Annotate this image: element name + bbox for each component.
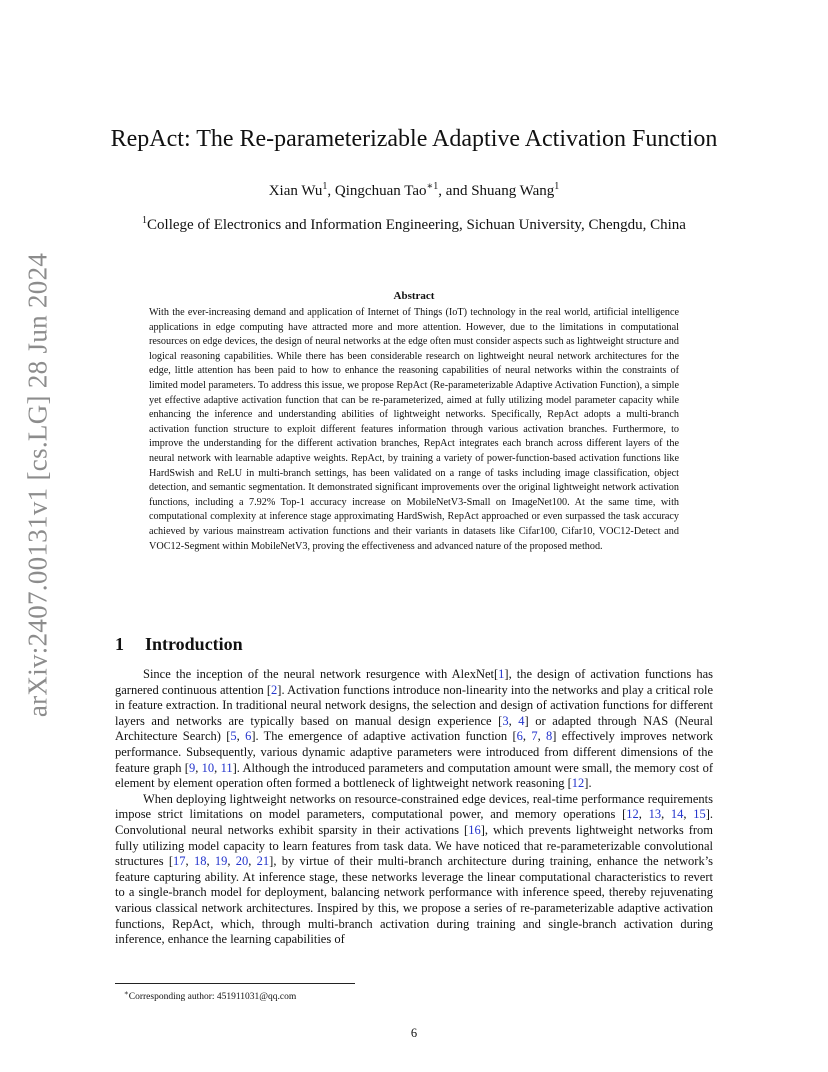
citation-link[interactable]: 10 bbox=[201, 760, 215, 775]
paragraph-text: , bbox=[195, 760, 202, 775]
section-title: Introduction bbox=[145, 634, 243, 654]
page-number: 6 bbox=[410, 1026, 418, 1040]
citation-link[interactable]: 16 bbox=[468, 822, 481, 837]
paper-title: RepAct: The Re-parameterizable Adaptive Activation Function bbox=[110, 126, 718, 152]
author-name: Shuang Wang bbox=[471, 183, 555, 199]
author-list bbox=[0, 177, 828, 201]
paragraph bbox=[115, 792, 713, 948]
arxiv-stamp bbox=[18, 252, 58, 718]
citation-link[interactable]: 3 bbox=[502, 713, 509, 728]
paragraph-text: ]. bbox=[584, 776, 592, 791]
citation-link[interactable]: 8 bbox=[545, 729, 553, 744]
abstract-text: With the ever-increasing demand and application of Internet of Things (IoT) technology in the real world, artificial intelligence applications in edge computing have attracted more and more attention. However, due to the limitations in computational resources on edge devices, the design of neural networks at the edge often must consider aspects such as lightweight structure and logical reasoning capabilities. While there has been considerable research on lightweight neural network architectures for the edge, little attention has been paid to how to enhance the reasoning capabilities of neural networks within the constraints of limited model parameters. To address this issue, we propose RepAct (Re-parameterizable Adaptive Activation Function), a simple yet effective adaptive activation function that can be re-parameterized, aimed at fully utilizing model parameter capacity while enhancing the inference and understanding abilities of lightweight networks. Specifically, RepAct adopts a multi-branch activation function structure to exploit different features information through various activation branches. Furthermore, to improve the understanding for the different activation branches, RepAct integrates each branch across different layers of the neural network with learnable adaptive weights. RepAct, by training a variety of power-function-based activation functions like HardSwish and ReLU in multi-branch settings, has been validated on a range of tasks including image classification, object detection, and semantic segmentation. It demonstrated significant improvements over the original lightweight network activation functions, including a 7.92% Top-1 accuracy increase on MobileNetV3-Small on ImageNet100. At the same time, with computational complexity at inference stage approximating HardSwish, RepAct approached or even surpassed the task accuracy achieved by various mainstream activation functions and their variants in datasets like Cifar100, Cifar10, VOC12-Detect and VOC12-Segment within MobileNetV3, proving the effectiveness and advanced nature of the proposed method. bbox=[149, 307, 679, 552]
citation-link[interactable]: 4 bbox=[518, 713, 525, 728]
paragraph-text: ], which prevents lightweight networks from fully utilizing model capacity to learn features from task data. We have noticed that re-parameterizable convolutional structures [ bbox=[115, 822, 713, 869]
paragraph-text: , bbox=[248, 854, 257, 869]
section-heading bbox=[115, 632, 243, 656]
paragraph-text: , bbox=[236, 729, 246, 744]
paragraph-text: ] effectively improves network performance. Subsequently, various dynamic adaptive parameters were introduced from different dimensions of the feature graph [ bbox=[115, 729, 713, 775]
author-name: Xian Wu bbox=[268, 183, 323, 199]
citation-link[interactable]: 14 bbox=[670, 807, 684, 822]
paragraph-text: , bbox=[522, 729, 532, 744]
paragraph-text: ]. The emergence of adaptive activation function [ bbox=[251, 729, 517, 744]
abstract-heading: Abstract bbox=[393, 290, 435, 302]
footnote-rule bbox=[115, 983, 355, 984]
citation-link[interactable]: 21 bbox=[256, 854, 270, 869]
citation-link[interactable]: 20 bbox=[235, 854, 249, 869]
citation-link[interactable]: 6 bbox=[245, 729, 252, 744]
paragraph-text: ], the design of activation functions has garnered continuous attention [ bbox=[115, 667, 713, 697]
citation-link[interactable]: 12 bbox=[571, 776, 585, 791]
paragraph-text: , bbox=[537, 729, 546, 744]
citation-link[interactable]: 11 bbox=[220, 760, 233, 775]
arxiv-id: arXiv:2407.00131v1 [cs.LG] 28 Jun 2024 bbox=[22, 252, 53, 718]
affiliation-text: College of Electronics and Information Engineering, Sichuan University, Chengdu, China bbox=[147, 217, 686, 233]
citation-link[interactable]: 6 bbox=[516, 729, 523, 744]
paragraph-text: When deploying lightweight networks on resource-constrained edge devices, real-time performance requirements impose strict limitations on model parameters, computational power, and memory operations [ bbox=[115, 791, 713, 822]
citation-link[interactable]: 2 bbox=[271, 682, 278, 697]
citation-link[interactable]: 15 bbox=[693, 807, 706, 822]
citation-link[interactable]: 18 bbox=[193, 854, 207, 869]
citation-link[interactable]: 5 bbox=[230, 729, 237, 744]
citation-link[interactable]: 1 bbox=[498, 667, 505, 681]
author-separator: , bbox=[327, 183, 335, 199]
author-sup: 1 bbox=[322, 181, 328, 192]
citation-link[interactable]: 7 bbox=[531, 729, 538, 744]
paragraph-text: , bbox=[185, 854, 194, 869]
paragraph-text: , bbox=[683, 807, 694, 822]
citation-link[interactable]: 13 bbox=[648, 807, 662, 822]
citation-link[interactable]: 17 bbox=[173, 854, 186, 869]
author-sup: ∗1 bbox=[426, 181, 439, 192]
paragraph-text: ] or adapted through NAS (Neural Architecture Search) [ bbox=[115, 713, 713, 744]
author-separator: , and bbox=[438, 183, 472, 199]
paragraph-text: ]. Convolutional neural networks exhibit sparsity in their activations [ bbox=[115, 807, 714, 837]
paragraph-text: , bbox=[227, 854, 236, 869]
paragraph-text: ], by virtue of their multi-branch architecture during training, enhance the network’s feature capturing ability. At inference stage, these networks leverage the linear computational characteristics to revert to a single-branch model for deployment, balancing network performance with inference speed, thereby rejuvenating various classical network architectures. Inspired by this, we propose a series of re-parameterizable adaptive activation functions, RepAct, which, through multi-branch activation during training and single-branch activation during inference, enhance the learning capabilities of bbox=[115, 854, 714, 947]
citation-link[interactable]: 12 bbox=[626, 807, 639, 822]
paragraph-text: Since the inception of the neural network resurgence with AlexNet[ bbox=[143, 667, 499, 681]
footnote-text: Corresponding author: 451911031@qq.com bbox=[128, 992, 297, 1003]
footnote-sup: ∗ bbox=[124, 989, 129, 997]
citation-link[interactable]: 9 bbox=[188, 760, 196, 775]
affiliation bbox=[0, 211, 828, 235]
body-text bbox=[115, 667, 713, 948]
paragraph-text: , bbox=[206, 854, 215, 869]
section-number: 1 bbox=[115, 634, 124, 654]
paragraph-text: , bbox=[508, 713, 519, 728]
paragraph bbox=[115, 667, 713, 792]
affiliation-sup: 1 bbox=[142, 215, 148, 226]
author-sup: 1 bbox=[554, 181, 560, 192]
footnote bbox=[124, 987, 296, 1003]
citation-link[interactable]: 19 bbox=[214, 854, 228, 869]
author-name: Qingchuan Tao bbox=[334, 183, 427, 199]
paragraph-text: , bbox=[214, 760, 221, 775]
paragraph-text: , bbox=[661, 807, 671, 822]
paragraph-text: ]. Activation functions introduce non-linearity into the networks and play a critical role in feature extraction. In traditional neural network designs, the selection and design of activation functions for different layers and networks are typically based on manual design experience [ bbox=[115, 682, 713, 728]
paragraph-text: ]. Although the introduced parameters and computation amount were small, the memory cost of element by element operation often formed a bottleneck of lightweight network reasoning [ bbox=[115, 760, 713, 791]
paragraph-text: , bbox=[638, 807, 649, 822]
